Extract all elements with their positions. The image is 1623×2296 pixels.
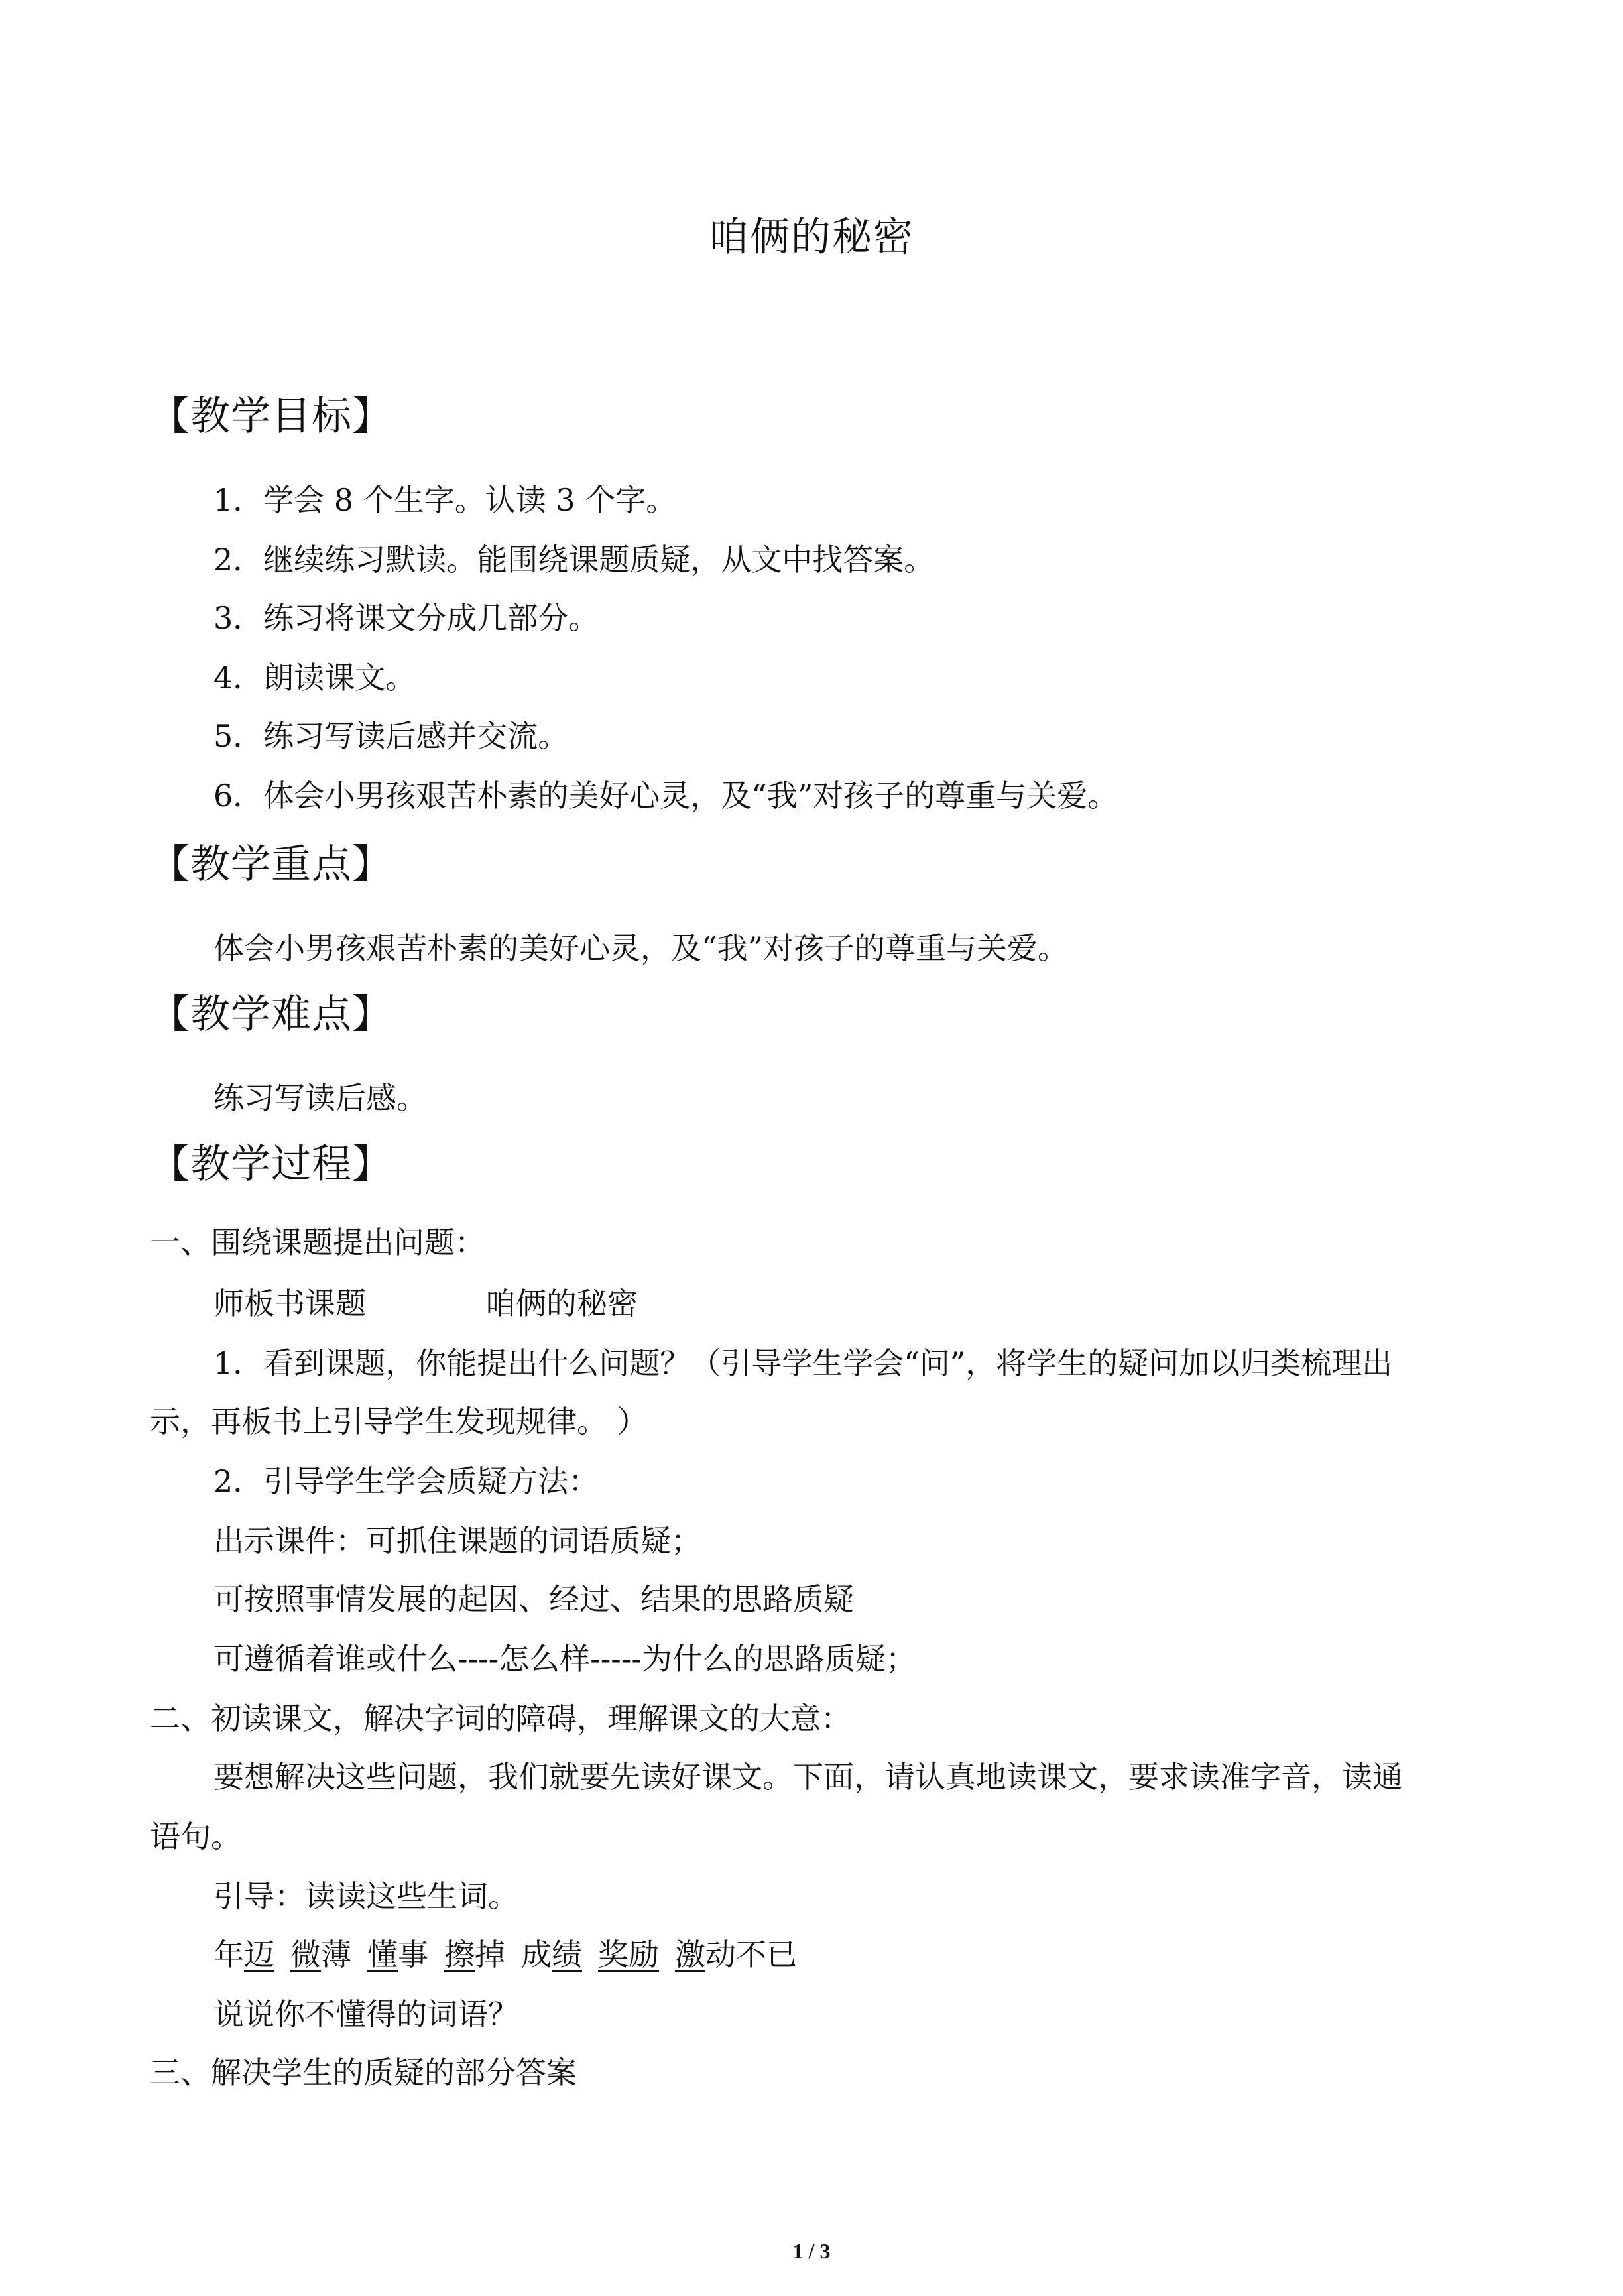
page-number: 1 / 3 xyxy=(792,2239,831,2263)
process-part2-title: 二、初读课文，解决字词的障碍，理解课文的大意： xyxy=(150,1701,851,1736)
process-part3-title: 三、解决学生的质疑的部分答案 xyxy=(150,2055,577,2090)
heading-key-points: 【教学重点】 xyxy=(150,841,392,888)
document-title: 咱俩的秘密 xyxy=(709,214,914,261)
vocab-word: 成绩 xyxy=(521,1937,582,1972)
vocab-word: 懂事 xyxy=(367,1937,428,1972)
heading-teaching-goals: 【教学目标】 xyxy=(150,393,392,440)
question-1-line-2: 示，再板书上引导学生发现规律。 ） xyxy=(150,1404,648,1439)
part2-line-1: 要想解决这些问题，我们就要先读好课文。下面，请认真地读课文，要求读准字音，读通 xyxy=(213,1759,1403,1795)
vocab-word: 年迈 xyxy=(213,1937,274,1972)
goal-item-6: 6．体会小男孩艰苦朴素的美好心灵，及“我”对孩子的尊重与关爱。 xyxy=(213,778,1118,814)
key-points-text: 体会小男孩艰苦朴素的美好心灵，及“我”对孩子的尊重与关爱。 xyxy=(213,930,1069,966)
goal-item-4: 4．朗读课文。 xyxy=(213,660,416,695)
difficulty-text: 练习写读后感。 xyxy=(213,1080,427,1116)
board-title: 咱俩的秘密 xyxy=(485,1286,638,1321)
part2-line-2: 语句。 xyxy=(150,1819,241,1854)
question-2: 2．引导学生学会质疑方法： xyxy=(213,1463,599,1499)
goal-item-3: 3．练习将课文分成几部分。 xyxy=(213,600,599,636)
vocab-word: 擦掉 xyxy=(444,1937,505,1972)
board-label: 师板书课题 xyxy=(213,1286,366,1321)
goal-item-2: 2．继续练习默读。能围绕课题质疑，从文中找答案。 xyxy=(213,542,935,577)
heading-process: 【教学过程】 xyxy=(150,1141,392,1187)
guide-line: 引导：读读这些生词。 xyxy=(213,1878,518,1914)
vocab-word: 奖励 xyxy=(598,1937,659,1972)
method-2: 可按照事情发展的起因、经过、结果的思路质疑 xyxy=(213,1581,854,1617)
vocab-word: 激动不已 xyxy=(675,1937,797,1972)
process-part1-title: 一、围绕课题提出问题： xyxy=(150,1225,485,1260)
vocab-word: 微薄 xyxy=(290,1937,351,1972)
heading-difficulty: 【教学难点】 xyxy=(150,991,392,1038)
method-1: 出示课件：可抓住课题的词语质疑； xyxy=(213,1523,701,1559)
method-3: 可遵循着谁或什么----怎么样-----为什么的思路质疑； xyxy=(213,1641,916,1677)
vocab-word-list xyxy=(213,1933,797,1976)
goal-item-5: 5．练习写读后感并交流。 xyxy=(213,718,569,754)
goal-item-1: 1．学会 8 个生字。认读 3 个字。 xyxy=(213,482,677,518)
board-line xyxy=(213,1282,638,1325)
ask-words-line: 说说你不懂得的词语？ xyxy=(213,1996,518,2032)
question-1-line-1: 1．看到课题，你能提出什么问题？（引导学生学会“问”，将学生的疑问加以归类梳理出 xyxy=(213,1345,1393,1381)
